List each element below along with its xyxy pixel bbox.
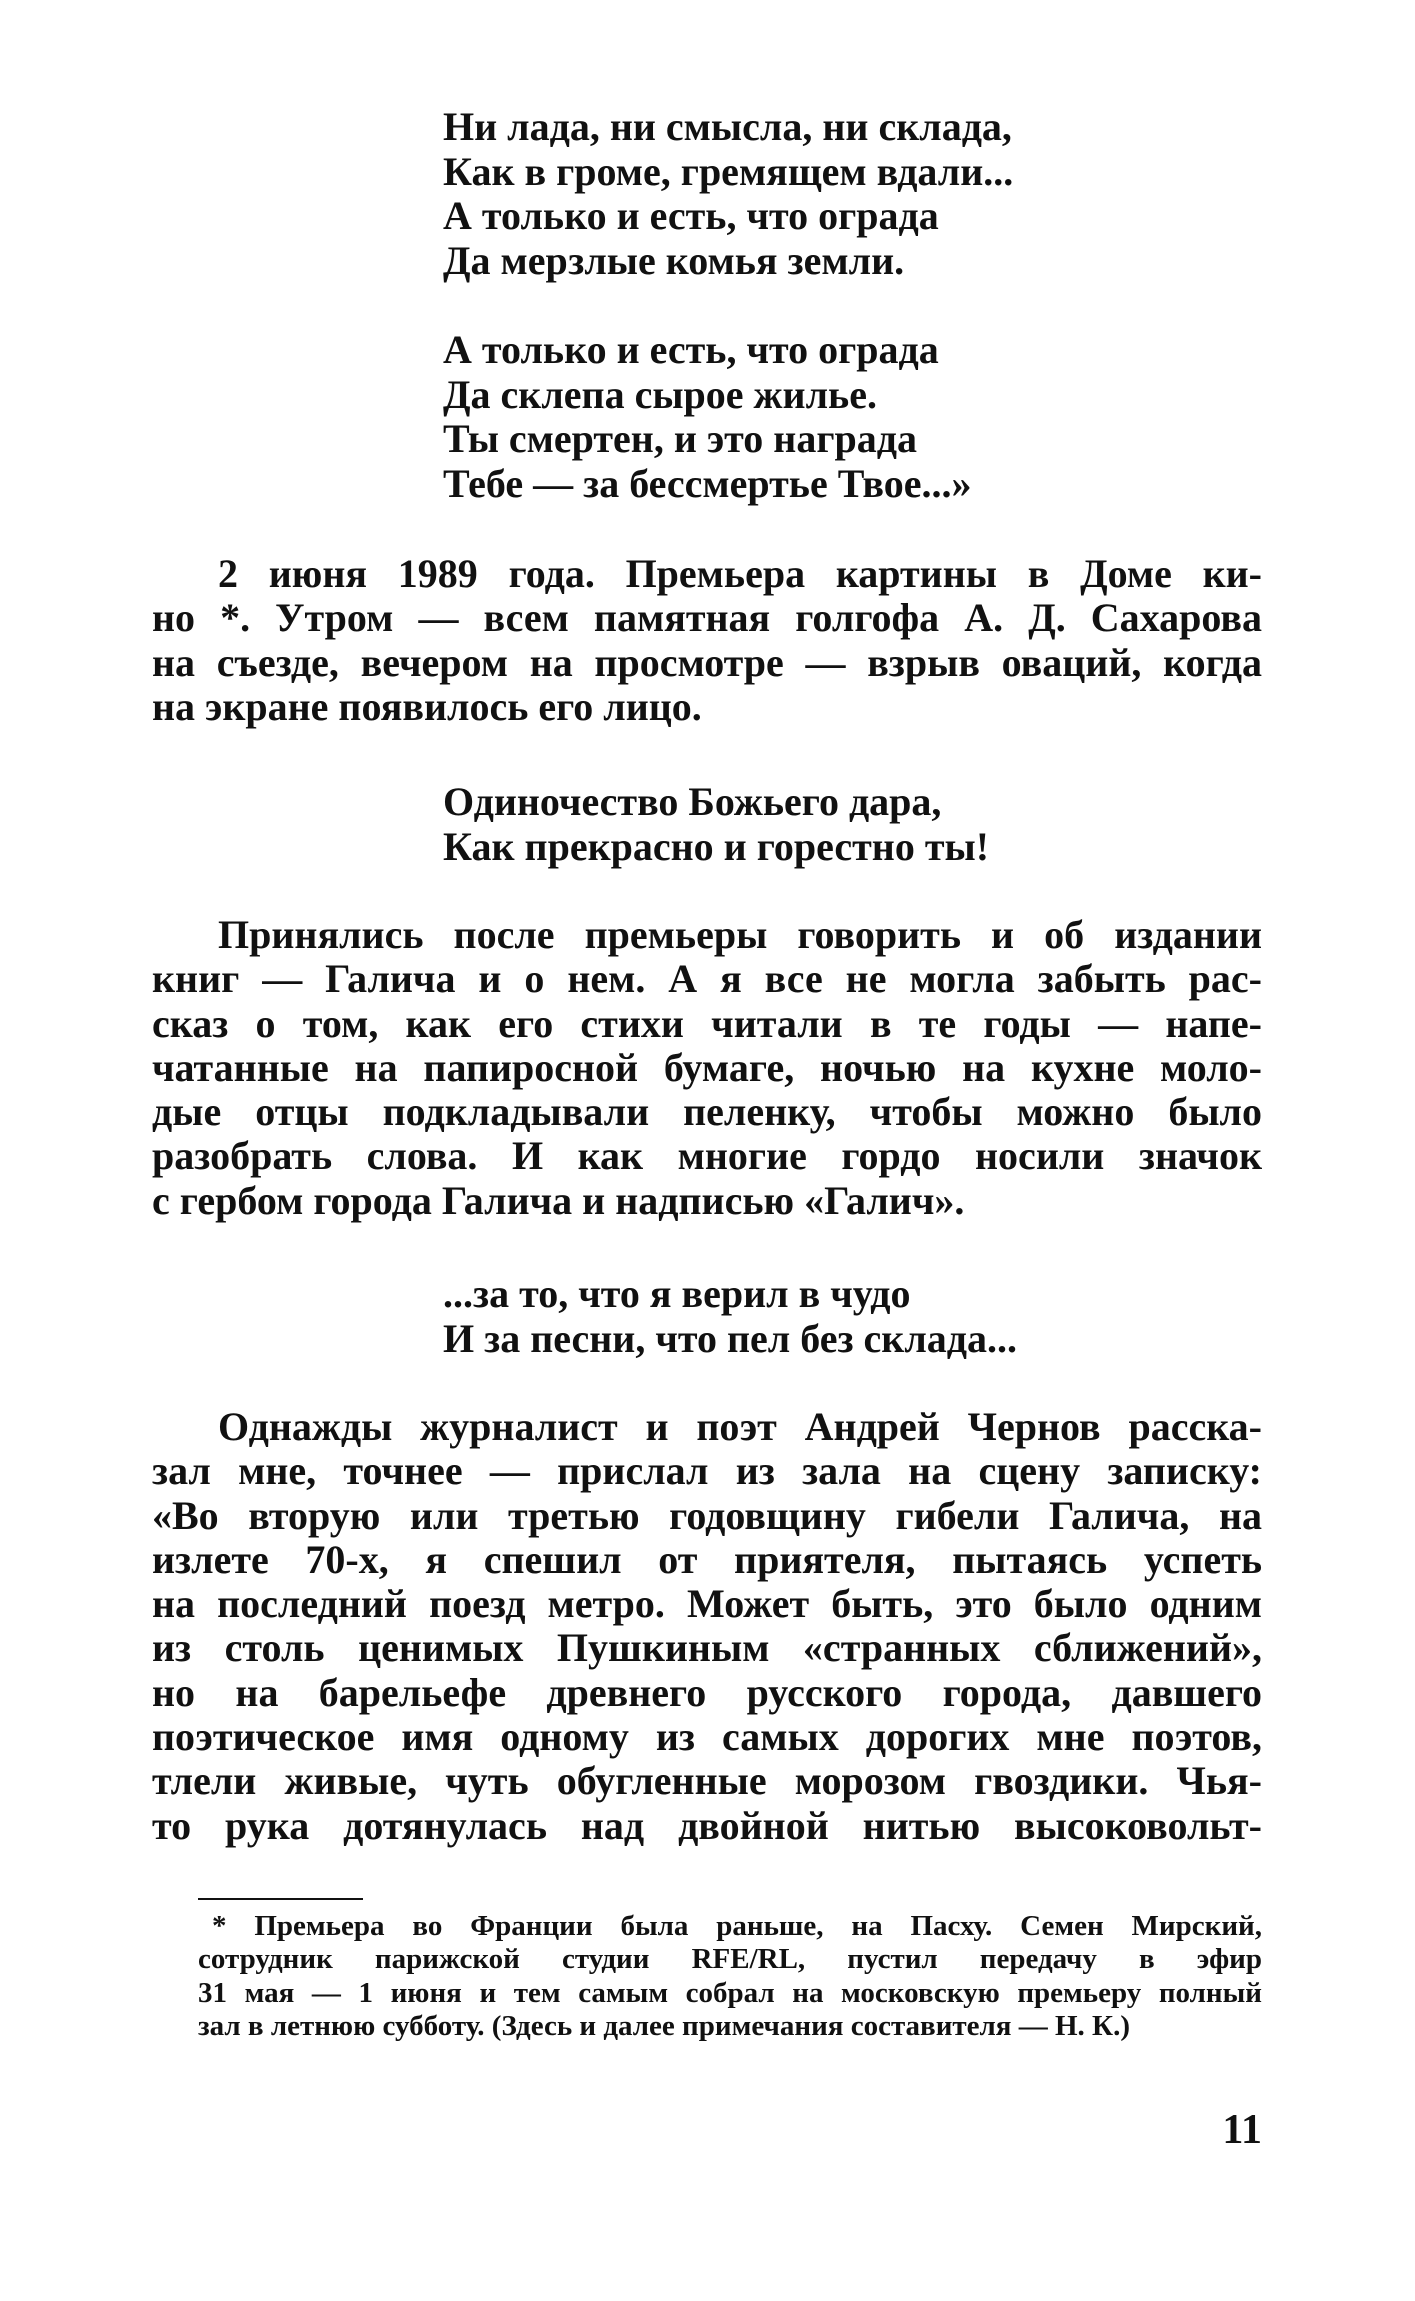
text-line: зал мне, точнее — прислал из зала на сцену записку: [152, 1448, 1262, 1494]
text-line: чатанные на папиросной бумаге, ночью на кухне моло- [152, 1044, 1262, 1090]
footnote-line: 31 мая — 1 июня и тем самым собрал на московскую премьеру полный [198, 1976, 1262, 2009]
text-line: с гербом города Галича и надписью «Галич». [152, 1177, 965, 1223]
text-line: 2 июня 1989 года. Премьера картины в Доме ки- [218, 551, 1262, 596]
verse-line: Как в громе, гремящем вдали... [443, 148, 1014, 194]
verse-line: Как прекрасно и горестно ты! [443, 823, 990, 869]
footnote-line: * Премьера во Франции была раньше, на Пасху. Семен Мирский, [212, 1910, 1262, 1942]
verse-line: ...за то, что я верил в чудо [443, 1271, 911, 1316]
paragraph-3 [152, 1405, 1262, 1848]
stanza-3 [443, 780, 989, 869]
text-line: Однажды журналист и поэт Андрей Чернов расска- [218, 1404, 1262, 1449]
verse-line: Ни лада, ни смысла, ни склада, [443, 104, 1012, 149]
text-line: книг — Галича и о нем. А я все не могла забыть рас- [152, 956, 1262, 1002]
text-line: но на барельефе древнего русского города, давшего [152, 1669, 1262, 1715]
verse-line: Одиночество Божьего дара, [443, 779, 942, 824]
text-line: на экране появилось его лицо. [152, 683, 702, 729]
text-line: из столь ценимых Пушкиным «странных сближений», [152, 1625, 1262, 1671]
verse-line: Да склепа сырое жилье. [443, 371, 877, 417]
text-line: то рука дотянулась над двойной нитью высоковольт- [152, 1802, 1262, 1848]
footnote-line: сотрудник парижской студии RFE/RL, пустил передачу в эфир [198, 1943, 1262, 1976]
text-line: тлели живые, чуть обугленные морозом гвоздики. Чья- [152, 1758, 1262, 1804]
footnote [198, 1910, 1262, 2043]
footnote-line: зал в летнюю субботу. (Здесь и далее примечания составителя — Н. К.) [198, 2009, 1130, 2042]
verse-line: А только и есть, что ограда [443, 193, 939, 238]
page-number: 11 [1222, 2107, 1262, 2153]
text-line: Принялись после премьеры говорить и об издании [218, 912, 1262, 957]
verse-line: А только и есть, что ограда [443, 327, 939, 372]
text-line: «Во вторую или третью годовщину гибели Галича, на [152, 1492, 1262, 1538]
text-line: излете 70-х, я спешил от приятеля, пытаясь успеть [152, 1536, 1262, 1582]
stanza-4 [443, 1272, 1017, 1361]
text-line: разобрать слова. И как многие гордо носили значок [152, 1133, 1262, 1179]
text-line: дые отцы подкладывали пеленку, чтобы можно было [152, 1089, 1262, 1135]
verse-line: Ты смертен, и это награда [443, 416, 917, 461]
paragraph-1 [152, 552, 1262, 729]
verse-line: И за песни, что пел без склада... [443, 1315, 1018, 1361]
text-line: но *. Утром — всем памятная голгофа А. Д. Сахарова [152, 595, 1262, 641]
verse-line: Да мерзлые комья земли. [443, 237, 905, 283]
verse-line: Тебе — за бессмертье Твое...» [443, 460, 972, 506]
stanza-2 [443, 328, 971, 506]
text-line: на съезде, вечером на просмотре — взрыв оваций, когда [152, 639, 1262, 685]
text-line: сказ о том, как его стихи читали в те годы — напе- [152, 1000, 1262, 1046]
footnote-divider [198, 1898, 363, 1900]
text-line: на последний поезд метро. Может быть, это было одним [152, 1581, 1262, 1627]
stanza-1 [443, 105, 1013, 283]
paragraph-2 [152, 913, 1262, 1223]
text-line: поэтическое имя одному из самых дорогих мне поэтов, [152, 1714, 1262, 1760]
